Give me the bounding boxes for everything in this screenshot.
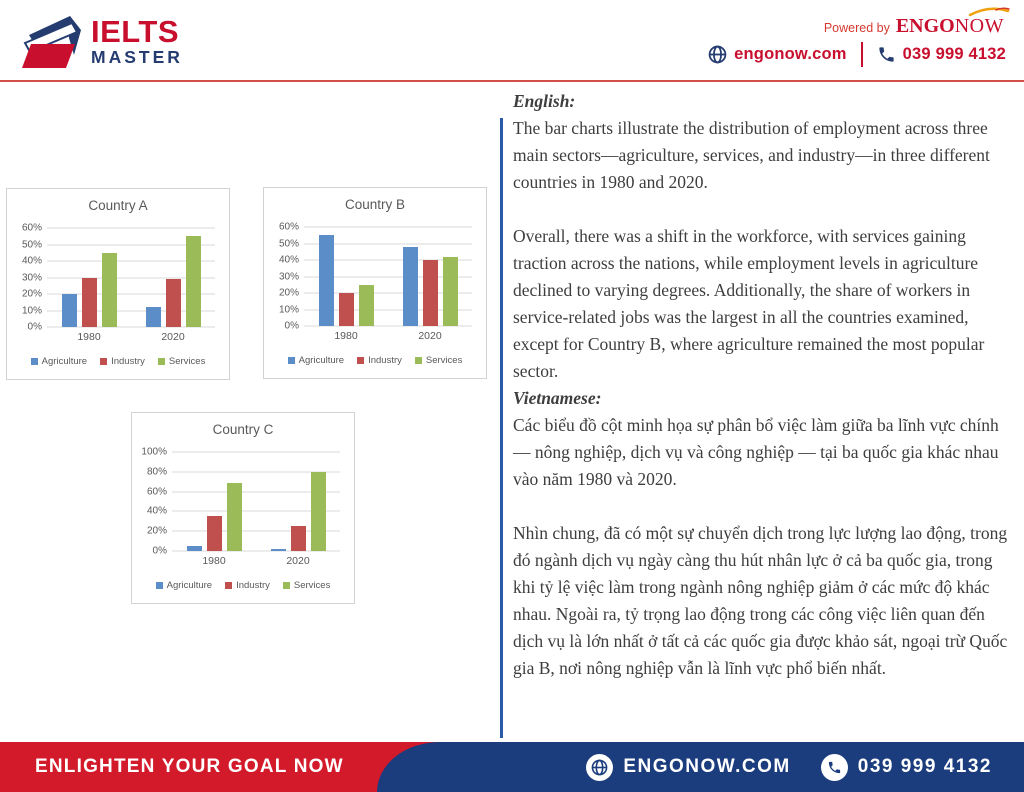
bar-group-1980 (319, 227, 374, 326)
bar-group-1980 (62, 228, 117, 327)
y-axis-tick: 10% (278, 304, 299, 316)
bar-agriculture-1980 (319, 235, 334, 326)
vietnamese-paragraph-2: Nhìn chung, đã có một sự chuyển dịch trong lực lượng lao động, trong đó ngành dịch vụ ngày càng thu hút nhân lực ở cả ba quốc gia, trong khi tỷ lệ việc làm trong ngành nông nghiệp giảm ở các mức độ khác nhau. Ngoài ra, tỷ trọng lao động trong các công việc liên quan đến dịch vụ là lớn nhất ở tất cả các quốc gia được khảo sát, ngoại trừ Quốc gia B, nơi nông nghiệp vẫn là lĩnh vực phổ biến nhất. (513, 523, 1008, 678)
footer-website-group (586, 754, 790, 781)
bar-services-1980 (227, 483, 242, 551)
legend-item-agriculture (288, 355, 344, 366)
legend-item-industry (225, 580, 270, 591)
legend-swatch (31, 358, 38, 365)
bar-services-2020 (311, 472, 326, 551)
legend-label: Services (168, 356, 206, 367)
y-axis-tick: 50% (278, 238, 299, 249)
legend-swatch (283, 582, 290, 589)
website-link[interactable]: engonow.com (734, 45, 847, 63)
legend-item-agriculture (156, 580, 212, 591)
legend-label: Industry (368, 355, 402, 366)
legend-swatch (357, 357, 364, 364)
logo-subtitle: MASTER (91, 47, 183, 67)
bar-group-2020 (271, 452, 326, 551)
x-axis-label: 2020 (161, 331, 185, 343)
swoosh-icon (968, 5, 1010, 17)
legend-item-industry (100, 356, 145, 367)
bar-agriculture-1980 (187, 546, 202, 551)
phone-number[interactable]: 039 999 4132 (902, 45, 1006, 63)
phone-icon (821, 754, 848, 781)
x-axis-label: 1980 (77, 331, 101, 343)
logo-title: IELTS (91, 14, 180, 49)
bar-services-1980 (359, 285, 374, 326)
y-axis-tick: 0% (284, 320, 299, 332)
legend-swatch (156, 582, 163, 589)
globe-icon (708, 45, 727, 64)
x-axis-label: 1980 (202, 555, 226, 567)
bar-agriculture-1980 (62, 294, 77, 327)
y-axis-tick: 40% (278, 254, 299, 266)
legend-item-agriculture (31, 356, 87, 367)
vietnamese-label: Vietnamese: (513, 388, 602, 408)
x-axis-label: 2020 (286, 555, 310, 567)
chart-title: Country A (88, 198, 148, 213)
bar-industry-1980 (339, 293, 354, 326)
header-contact-divider (861, 42, 863, 67)
engonow-wordmark: ENGONOW (896, 15, 1004, 38)
x-axis-label: 2020 (418, 330, 442, 342)
legend-label: Agriculture (166, 580, 213, 591)
y-axis-tick: 40% (146, 505, 167, 517)
bar-agriculture-2020 (403, 247, 418, 326)
books-logo-icon (22, 8, 86, 72)
y-axis-tick: 100% (141, 446, 167, 458)
quote-accent-line (500, 118, 503, 738)
bar-group-2020 (403, 227, 458, 326)
chart-country-a (6, 188, 230, 380)
legend-swatch (225, 582, 232, 589)
bar-industry-2020 (291, 526, 306, 551)
y-axis-tick: 30% (21, 272, 42, 283)
legend-item-industry (357, 355, 402, 366)
powered-by (824, 15, 1004, 38)
y-axis-tick: 60% (146, 486, 167, 498)
y-axis-tick: 10% (21, 305, 42, 317)
legend-swatch (288, 357, 295, 364)
y-axis-tick: 0% (152, 545, 167, 557)
legend-label: Agriculture (298, 355, 345, 366)
chart-title: Country B (344, 197, 406, 212)
phone-icon (877, 45, 896, 64)
bar-industry-2020 (423, 260, 438, 326)
x-axis-label: 1980 (334, 330, 358, 342)
bar-industry-2020 (166, 279, 181, 327)
y-axis-tick: 60% (21, 222, 42, 234)
english-label: English: (513, 91, 576, 111)
legend-swatch (158, 358, 165, 365)
bar-services-2020 (443, 257, 458, 326)
globe-icon (586, 754, 613, 781)
english-paragraph-2: Overall, there was a shift in the workforce, with services gaining traction across the nations, while employment levels in agriculture declined to varying degrees. Additionally, the share of workers in service-related jobs was the largest in all the countries examined, except for Country B, where agriculture remained the most popular sector. (513, 226, 985, 381)
chart-country-c (131, 412, 355, 604)
legend-label: Agriculture (41, 356, 88, 367)
english-paragraph-1: The bar charts illustrate the distribution of employment across three main sectors—agriculture, services, and industry—in three different countries in 1980 and 2020. (513, 118, 990, 192)
bar-services-2020 (186, 236, 201, 327)
legend-label: Industry (236, 580, 270, 591)
y-axis-tick: 0% (27, 321, 42, 333)
footer-phone-number[interactable]: 039 999 4132 (857, 756, 992, 777)
footer-website-link[interactable]: ENGONOW.COM (623, 756, 791, 777)
legend-swatch (415, 357, 422, 364)
legend-item-services (283, 580, 330, 591)
header-contact (708, 42, 1006, 67)
bar-group-1980 (187, 452, 242, 551)
footer-contact-band (377, 742, 1024, 792)
footer-slogan: ENLIGHTEN YOUR GOAL NOW (35, 756, 344, 777)
bar-agriculture-2020 (271, 549, 286, 551)
legend-label: Services (293, 580, 331, 591)
y-axis-tick: 20% (146, 525, 167, 537)
footer-phone-group (821, 754, 992, 781)
powered-by-label: Powered by (823, 21, 890, 35)
header-divider-line (0, 80, 1024, 82)
vietnamese-paragraph-1: Các biểu đồ cột minh họa sự phân bổ việc làm giữa ba lĩnh vực chính — nông nghiệp, dịch vụ và công nghiệp — tại ba quốc gia khác nhau vào năm 1980 và 2020. (513, 415, 999, 489)
chart-country-b (263, 187, 487, 379)
legend-label: Industry (111, 356, 145, 367)
bar-services-1980 (102, 253, 117, 327)
y-axis-tick: 30% (278, 271, 299, 282)
legend-item-services (415, 355, 462, 366)
essay-text-column (513, 88, 1014, 682)
y-axis-tick: 60% (278, 221, 299, 233)
y-axis-tick: 20% (278, 287, 299, 299)
y-axis-tick: 40% (21, 255, 42, 267)
bar-industry-1980 (82, 278, 97, 328)
y-axis-tick: 80% (146, 466, 167, 478)
legend-swatch (100, 358, 107, 365)
bar-group-2020 (146, 228, 201, 327)
legend-label: Services (425, 355, 463, 366)
y-axis-tick: 50% (21, 239, 42, 250)
bar-agriculture-2020 (146, 307, 161, 327)
chart-title: Country C (212, 422, 274, 437)
legend-item-services (158, 356, 205, 367)
ielts-master-logo (22, 8, 183, 72)
y-axis-tick: 20% (21, 288, 42, 300)
bar-industry-1980 (207, 516, 222, 551)
